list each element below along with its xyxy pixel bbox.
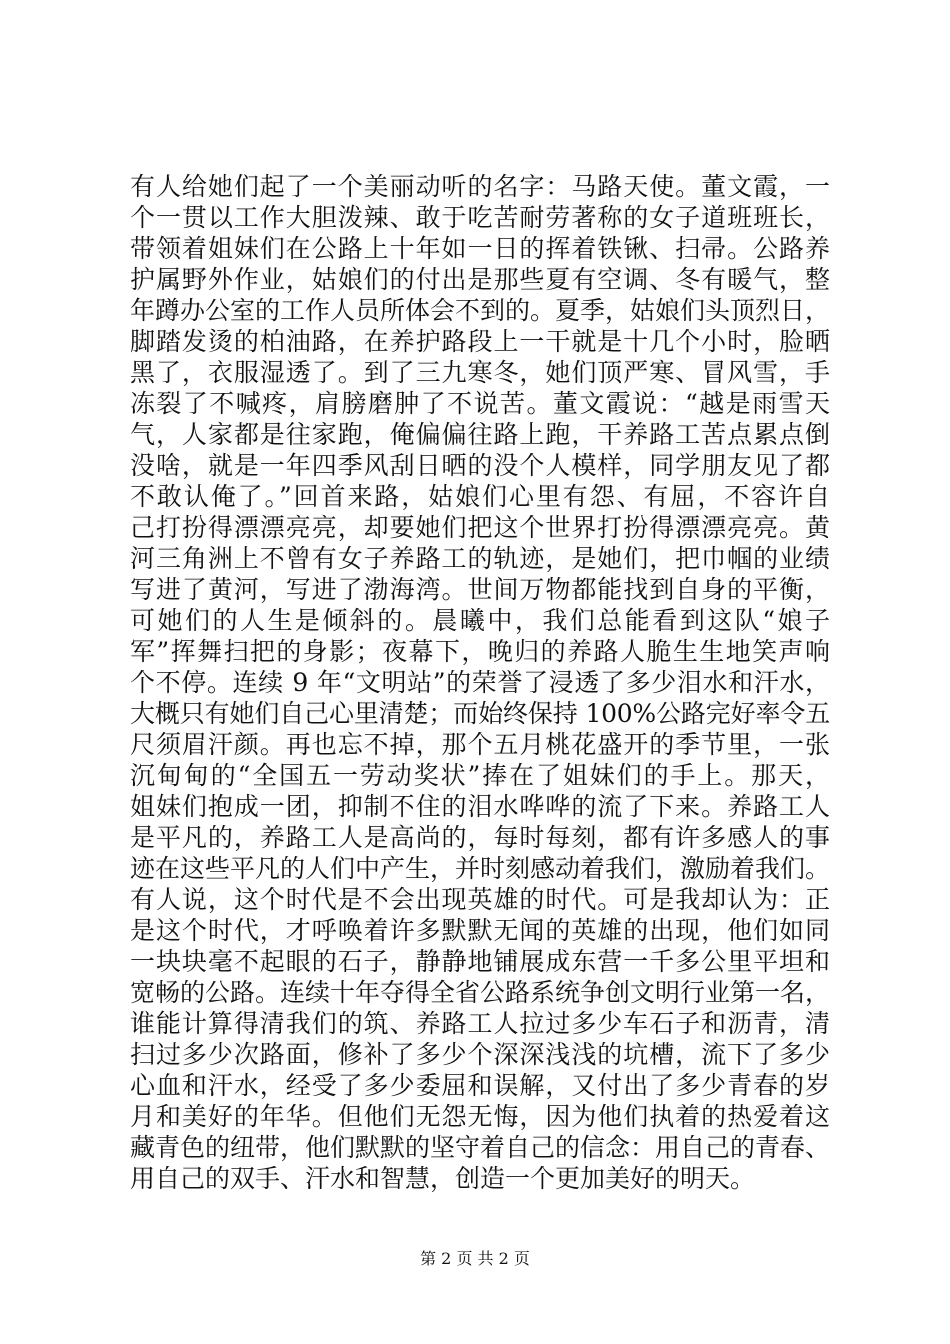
text-line: 谁能计算得清我们的筑、养路工人拉过多少车石子和沥青，清 bbox=[130, 1009, 830, 1038]
text-line: 不敢认俺了。”回首来路，姑娘们心里有怨、有屈，不容许自 bbox=[130, 482, 830, 511]
text-line: 写进了黄河，写进了渤海湾。世间万物都能找到自身的平衡， bbox=[130, 575, 830, 604]
text-line: 月和美好的年华。但他们无怨无悔，因为他们执着的热爱着这 bbox=[130, 1102, 830, 1131]
text-line: 冻裂了不喊疼，肩膀磨肿了不说苦。董文霞说：“越是雨雪天 bbox=[130, 389, 830, 418]
text-line: 军”挥舞扫把的身影；夜幕下，晚归的养路人脆生生地笑声响 bbox=[130, 637, 830, 666]
text-line: 护属野外作业，姑娘们的付出是那些夏有空调、冬有暖气，整 bbox=[130, 265, 830, 294]
text-line: 大概只有她们自己心里清楚；而始终保持 100%公路完好率令五 bbox=[130, 699, 830, 728]
text-line: 心血和汗水，经受了多少委屈和误解，又付出了多少青春的岁 bbox=[130, 1071, 830, 1100]
text-line: 是平凡的，养路工人是高尚的，每时每刻，都有许多感人的事 bbox=[130, 823, 830, 852]
text-line: 可她们的人生是倾斜的。晨曦中，我们总能看到这队“娘子 bbox=[130, 606, 830, 635]
text-line: 带领着姐妹们在公路上十年如一日的挥着铁锹、扫帚。公路养 bbox=[130, 234, 830, 263]
text-line: 沉甸甸的“全国五一劳动奖状”捧在了姐妹们的手上。那天， bbox=[130, 761, 830, 790]
text-line: 宽畅的公路。连续十年夺得全省公路系统争创文明行业第一名， bbox=[130, 978, 831, 1007]
text-line: 脚踏发烫的柏油路，在养护路段上一干就是十几个小时，脸晒 bbox=[130, 327, 830, 356]
text-line: 河三角洲上不曾有女子养路工的轨迹，是她们，把巾帼的业绩 bbox=[130, 544, 830, 573]
text-line: 没啥，就是一年四季风刮日晒的没个人模样，同学朋友见了都 bbox=[130, 451, 830, 480]
text-line: 尺须眉汗颜。再也忘不掉，那个五月桃花盛开的季节里，一张 bbox=[130, 730, 830, 759]
text-line: 一块块毫不起眼的石子，静静地铺展成东营一千多公里平坦和 bbox=[130, 947, 830, 976]
text-line: 藏青色的纽带，他们默默的坚守着自己的信念：用自己的青春、 bbox=[130, 1133, 831, 1162]
text-line: 个不停。连续 9 年“文明站”的荣誉了浸透了多少泪水和汗水， bbox=[130, 668, 830, 697]
text-line: 气，人家都是往家跑，俺偏偏往路上跑，干养路工苦点累点倒 bbox=[130, 420, 830, 449]
text-line: 个一贯以工作大胆泼辣、敢于吃苦耐劳著称的女子道班班长， bbox=[130, 203, 830, 232]
text-line: 年蹲办公室的工作人员所体会不到的。夏季，姑娘们头顶烈日， bbox=[130, 296, 831, 325]
text-line: 是这个时代，才呼唤着许多默默无闻的英雄的出现，他们如同 bbox=[130, 916, 830, 945]
text-line: 有人说，这个时代是不会出现英雄的时代。可是我却认为：正 bbox=[130, 885, 830, 914]
text-line: 有人给她们起了一个美丽动听的名字：马路天使。董文霞，一 bbox=[130, 172, 830, 201]
page-footer: 第 2 页 共 2 页 bbox=[420, 1249, 530, 1268]
text-line: 用自己的双手、汗水和智慧，创造一个更加美好的明天。 bbox=[130, 1164, 756, 1193]
body-paragraph bbox=[130, 171, 830, 1194]
text-line: 迹在这些平凡的人们中产生，并时刻感动着我们，激励着我们。 bbox=[130, 854, 831, 883]
text-line: 姐妹们抱成一团，抑制不住的泪水哗哗的流了下来。养路工人 bbox=[130, 792, 830, 821]
text-line: 黑了，衣服湿透了。到了三九寒冬，她们顶严寒、冒风雪，手 bbox=[130, 358, 830, 387]
text-line: 扫过多少次路面，修补了多少个深深浅浅的坑槽，流下了多少 bbox=[130, 1040, 830, 1069]
text-line: 己打扮得漂漂亮亮，却要她们把这个世界打扮得漂漂亮亮。黄 bbox=[130, 513, 830, 542]
